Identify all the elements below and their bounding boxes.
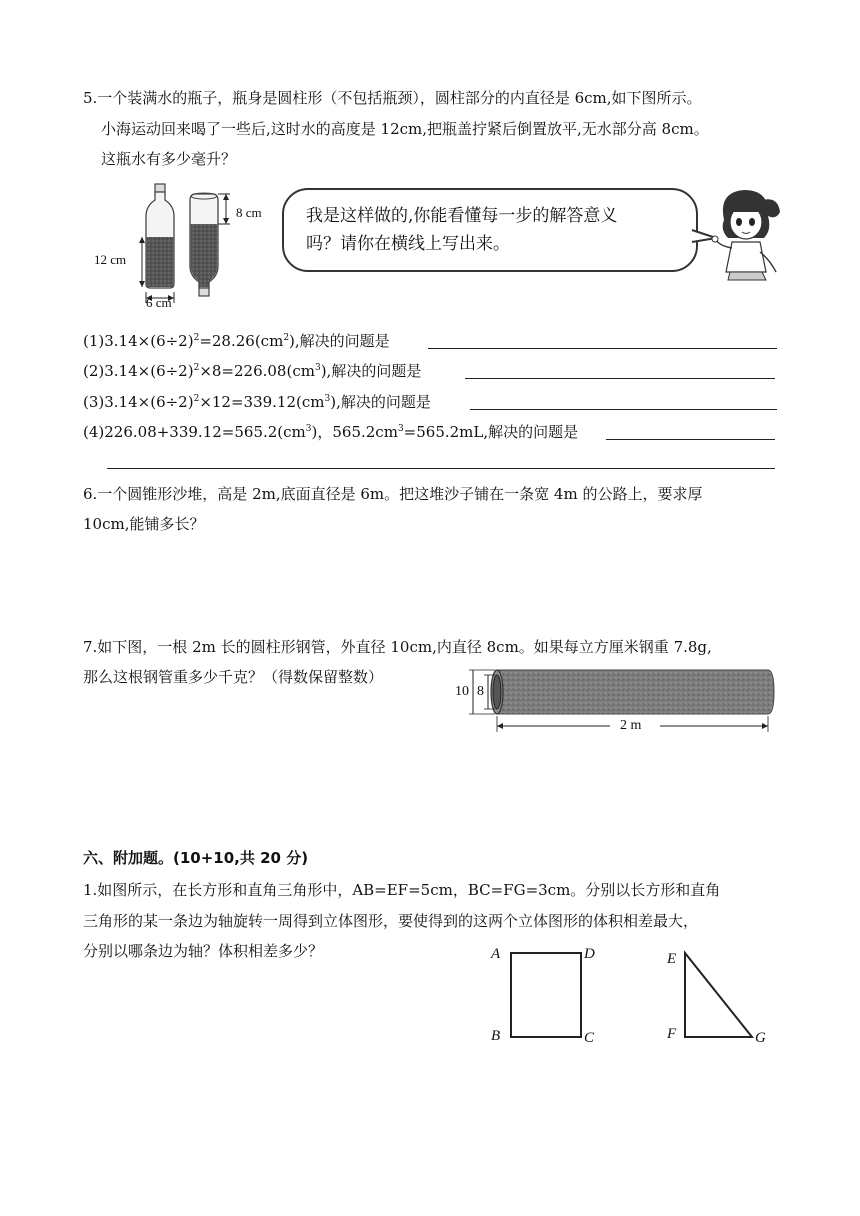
step-4: $(4)226.08+339.12=565.2(cm^3)$，$565.2cm^3=565.2mL$,解决的问题是 (83, 423, 579, 441)
label-8cm: 8 cm (236, 205, 262, 220)
bubble-line2: 吗？请你在横线上写出来。 (306, 234, 510, 254)
answer-line-2[interactable] (465, 378, 775, 379)
q6-line1: 6.一个圆锥形沙堆，高是 2m,底面直径是 6m。把这堆沙子铺在一条宽 4m 的公路上，要求厚 (83, 485, 703, 503)
bottle-figure (88, 180, 288, 314)
triangle-efg (682, 950, 758, 1042)
label-A: A (491, 946, 501, 962)
section6-title: 六、附加题。(10+10,共 20 分) (83, 849, 309, 867)
s6-q1-line1: 1.如图所示，在长方形和直角三角形中，AB=EF=5cm，BC=FG=3cm。分别以长方形和直角 (83, 881, 721, 899)
label-6cm: 6 cm (146, 295, 172, 310)
label-G: G (755, 1030, 766, 1046)
label-D: D (584, 946, 595, 962)
answer-line-4[interactable] (606, 439, 775, 440)
inverted-bottle (190, 193, 218, 296)
q5-line1: 5.一个装满水的瓶子，瓶身是圆柱形（不包括瓶颈），圆柱部分的内直径是 6cm,如下图所示。 (83, 89, 702, 107)
label-2m: 2 m (620, 718, 642, 733)
label-F: F (667, 1026, 677, 1042)
q6-line2: 10cm,能铺多长？ (83, 515, 205, 533)
q5-line2: 小海运动回来喝了一些后,这时水的高度是 12cm,把瓶盖拧紧后倒置放平,无水部分高 8cm。 (101, 120, 709, 138)
q7-line2: 那么这根钢管重多少千克？（得数保留整数） (83, 668, 384, 686)
upright-bottle (146, 184, 174, 288)
s6-q1-line2: 三角形的某一条边为轴旋转一周得到立体图形，要使得到的这两个立体图形的体积相差最大， (83, 912, 699, 930)
label-E: E (667, 951, 677, 967)
q7-line1: 7.如下图，一根 2m 长的圆柱形钢管，外直径 10cm,内直径 8cm。如果每立方厘米钢重 7.8g, (83, 638, 712, 656)
s6-q1-line3: 分别以哪条边为轴？体积相差多少？ (83, 942, 324, 960)
label-inner-8: 8 (477, 684, 484, 699)
rectangle-abcd (508, 950, 588, 1042)
label-12cm: 12 cm (94, 252, 127, 267)
bubble-line1: 我是这样做的,你能看懂每一步的解答意义 (306, 206, 618, 226)
label-B: B (491, 1028, 501, 1044)
label-C: C (584, 1030, 595, 1046)
step-3: $(3)3.14\times(6\div 2)^2\times 12=339.12(cm^3)$,解决的问题是 (83, 393, 431, 411)
step-2: $(2)3.14\times(6\div 2)^2\times 8=226.08(cm^3)$,解决的问题是 (83, 362, 422, 380)
step-1: $(1)3.14\times(6\div 2)^2=28.26(cm^2)$,解决的问题是 (83, 332, 390, 350)
speech-bubble (282, 188, 698, 272)
pipe-figure (450, 666, 780, 736)
label-outer-10: 10 (455, 684, 469, 699)
answer-line-4b[interactable] (107, 468, 775, 469)
answer-line-3[interactable] (470, 409, 777, 410)
answer-line-1[interactable] (428, 348, 777, 349)
q5-line3: 这瓶水有多少毫升？ (101, 150, 237, 168)
girl-illustration (706, 186, 786, 286)
